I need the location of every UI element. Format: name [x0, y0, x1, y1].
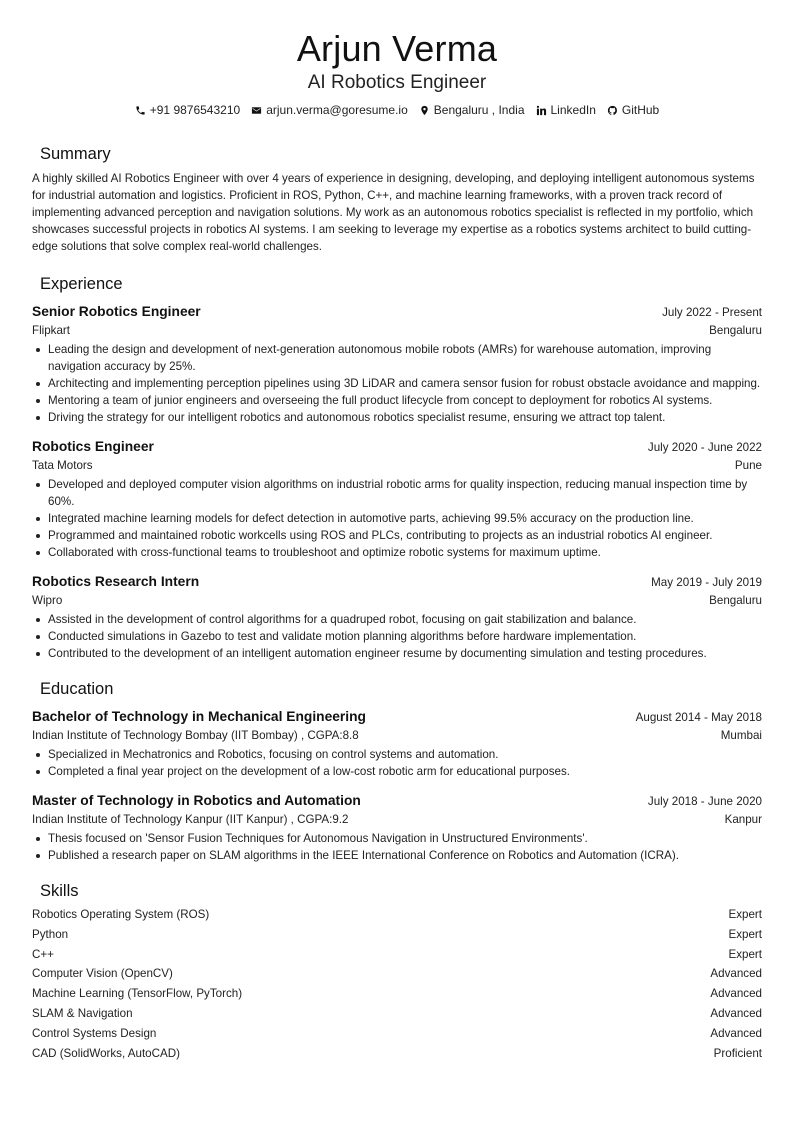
skill-row — [32, 1004, 762, 1024]
job-bullets — [32, 341, 762, 426]
bullet-item: Collaborated with cross-functional teams to troubleshoot and optimize robotic systems for maximum uptime. — [48, 544, 762, 561]
bullet-item: Developed and deployed computer vision algorithms on industrial robotic arms for quality inspection, reducing manual inspection time by 60%. — [48, 476, 762, 510]
bullet-item: Architecting and implementing perception pipelines using 3D LiDAR and camera sensor fusion for robust obstacle avoidance and mapping. — [48, 377, 761, 390]
bullet-item: Assisted in the development of control algorithms for a quadruped robot, focusing on gait stabilization and balance. — [48, 611, 762, 628]
education-entry — [32, 708, 762, 780]
job-location: Pune — [734, 459, 762, 472]
bullet-item: Programmed and maintained robotic workcells using ROS and PLCs, contributing to projects as an industrial robotics AI engineer. — [48, 527, 762, 544]
bullet-item: Conducted simulations in Gazebo to test and validate motion planning algorithms before hardware implementation. — [48, 628, 762, 645]
bullet-item: Integrated machine learning models for defect detection in automotive parts, achieving 99.5% accuracy on the production line. — [48, 510, 762, 527]
contact-email[interactable] — [251, 102, 408, 118]
job-company: Wipro — [32, 594, 63, 607]
degree-location: Mumbai — [720, 729, 762, 742]
experience-heading: Experience — [40, 275, 123, 293]
email-icon — [251, 105, 262, 116]
contact-location-text: Bengaluru , India — [433, 103, 525, 117]
job-dates: July 2020 - June 2022 — [647, 441, 762, 454]
skill-row — [32, 905, 762, 925]
skill-level: Proficient — [713, 1046, 762, 1060]
experience-entry — [32, 438, 762, 561]
job-title: Robotics Engineer — [32, 439, 154, 454]
skill-row — [32, 984, 762, 1004]
contact-bar — [32, 102, 762, 118]
job-bullets — [32, 476, 762, 561]
skill-level: Expert — [728, 947, 762, 961]
job-dates: July 2022 - Present — [662, 306, 762, 319]
degree-institution: Indian Institute of Technology Bombay (IIT Bombay) , CGPA:8.8 — [32, 729, 359, 742]
candidate-name: Arjun Verma — [296, 28, 498, 69]
github-icon — [607, 105, 618, 116]
experience-entry — [32, 573, 762, 662]
experience-entry — [32, 303, 762, 426]
skill-row — [32, 1024, 762, 1044]
contact-linkedin-text: LinkedIn — [550, 103, 596, 117]
skill-name: C++ — [32, 947, 54, 961]
bullet-item: Mentoring a team of junior engineers and overseeing the full product lifecycle from concept to deployment for robotics AI systems. — [48, 392, 762, 409]
degree-bullets — [32, 746, 762, 780]
skill-row — [32, 964, 762, 984]
bullet-item: Published a research paper on SLAM algorithms in the IEEE International Conference on Robotics and Automation (ICRA). — [48, 847, 762, 864]
candidate-role: AI Robotics Engineer — [307, 72, 487, 93]
education-entry — [32, 792, 762, 864]
bullet-item: Leading the design and development of next-generation autonomous mobile robots (AMRs) for warehouse automation, improving navigation accuracy by 25%. — [48, 341, 762, 375]
job-company: Flipkart — [32, 324, 71, 337]
bullet-item: Driving the strategy for our intelligent robotics and autonomous robotics specialist resume, ensuring we attract top talent. — [48, 409, 762, 426]
contact-phone[interactable] — [135, 102, 240, 118]
job-title: Senior Robotics Engineer — [32, 304, 201, 319]
skill-row — [32, 945, 762, 965]
skill-level: Expert — [728, 927, 762, 941]
degree-title: Bachelor of Technology in Mechanical Engineering — [32, 709, 366, 724]
degree-dates: August 2014 - May 2018 — [635, 711, 762, 724]
degree-location: Kanpur — [724, 813, 762, 826]
skill-level: Advanced — [710, 1026, 762, 1040]
skill-level: Advanced — [710, 1006, 762, 1020]
location-pin-icon — [419, 105, 430, 116]
contact-phone-text: +91 9876543210 — [149, 103, 241, 117]
skill-name: CAD (SolidWorks, AutoCAD) — [32, 1046, 180, 1060]
skill-name: Computer Vision (OpenCV) — [32, 967, 173, 981]
skill-level: Advanced — [710, 987, 762, 1001]
summary-text: A highly skilled AI Robotics Engineer with over 4 years of experience in designing, developing, and deploying intelligent autonomous systems for industrial automation and logistics. Proficient in ROS, Python, C++, and machine learning frameworks, with a proven track record of implementing advanced perception and navigation solutions. My work as an autonomous robotics specialist is reflected in my portfolio, which showcases successful projects in robotics AI systems. I am seeking to leverage my expertise as a robotics systems architect to build cutting-edge solutions that solve complex real-world challenges. — [32, 172, 755, 253]
contact-github-text: GitHub — [621, 103, 660, 117]
summary-heading: Summary — [40, 145, 111, 163]
skill-name: Python — [32, 927, 69, 941]
linkedin-icon — [536, 105, 547, 116]
job-bullets — [32, 611, 762, 662]
bullet-item: Specialized in Mechatronics and Robotics, focusing on control systems and automation. — [48, 746, 762, 763]
contact-location — [419, 102, 525, 118]
job-location: Bengaluru — [709, 324, 762, 337]
skill-row — [32, 1044, 762, 1064]
skill-name: Robotics Operating System (ROS) — [32, 908, 210, 921]
skill-row — [32, 925, 762, 945]
job-title: Robotics Research Intern — [32, 574, 200, 589]
bullet-item: Thesis focused on 'Sensor Fusion Techniques for Autonomous Navigation in Unstructured Environments'. — [48, 830, 762, 847]
skill-name: Machine Learning (TensorFlow, PyTorch) — [32, 987, 243, 1001]
skill-name: Control Systems Design — [32, 1026, 157, 1040]
job-location: Bengaluru — [709, 594, 762, 607]
degree-bullets — [32, 830, 762, 864]
degree-title: Master of Technology in Robotics and Automation — [32, 793, 361, 808]
contact-email-text: arjun.verma@goresume.io — [266, 103, 408, 117]
education-heading: Education — [40, 680, 114, 698]
skills-heading: Skills — [40, 882, 79, 900]
degree-institution: Indian Institute of Technology Kanpur (IIT Kanpur) , CGPA:9.2 — [32, 813, 349, 826]
contact-github[interactable] — [607, 102, 659, 118]
degree-dates: July 2018 - June 2020 — [647, 795, 762, 808]
skill-level: Advanced — [710, 967, 762, 981]
job-dates: May 2019 - July 2019 — [651, 576, 762, 589]
skills-list — [32, 905, 762, 1063]
skill-level: Expert — [728, 908, 762, 921]
skill-name: SLAM & Navigation — [32, 1006, 133, 1020]
bullet-item: Completed a final year project on the development of a low-cost robotic arm for educational purposes. — [48, 763, 762, 780]
contact-linkedin[interactable] — [536, 102, 596, 118]
job-company: Tata Motors — [32, 459, 93, 472]
bullet-item: Contributed to the development of an intelligent automation engineer resume by documenting simulation and testing procedures. — [48, 645, 762, 662]
phone-icon — [135, 105, 146, 116]
